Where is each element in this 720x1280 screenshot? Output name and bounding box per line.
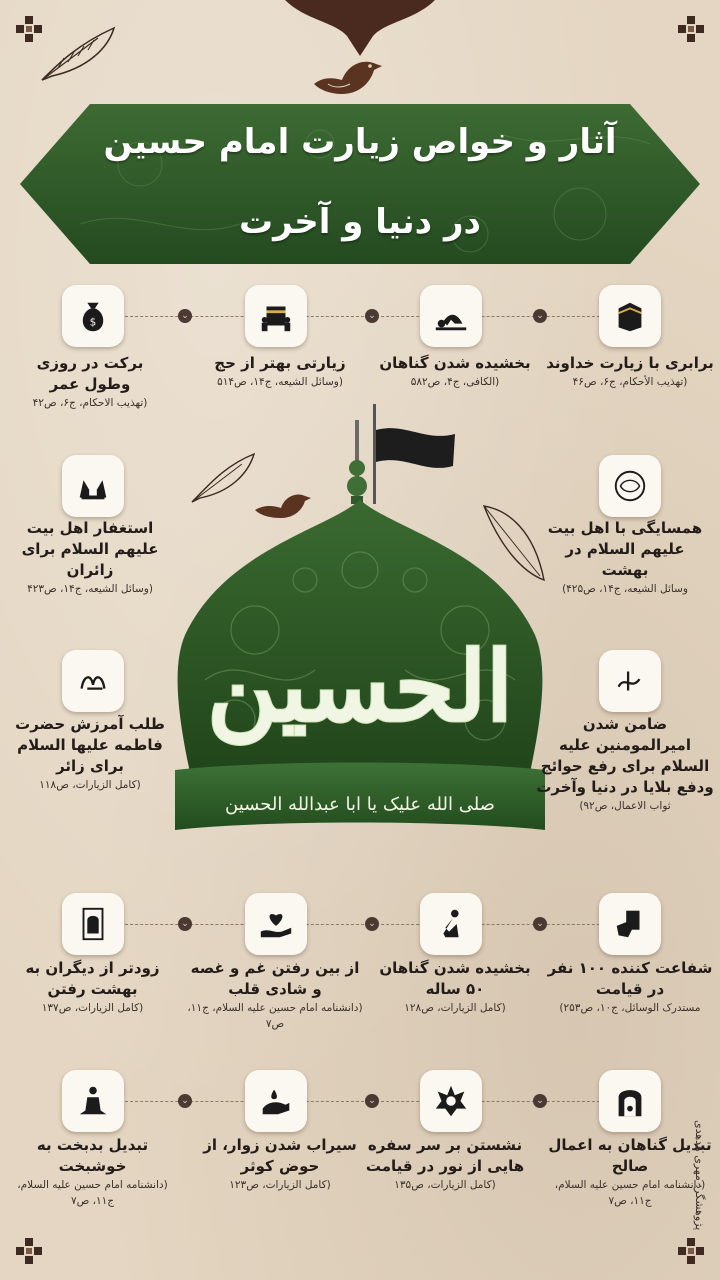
benefit-item: تبدیل بدبخت به خوشبخت (دانشنامه امام حسین علیه السلام، ج۱۱، ص۷ (17, 1136, 168, 1207)
benefit-item: شفاعت کننده ۱۰۰ نفر در قیامت مستدرک الوسائل، ج۱۰، ص۲۵۳) (547, 959, 713, 1014)
svg-text:صلی الله علیک یا ابا عبدالله ا: صلی الله علیک یا ابا عبدالله الحسین (225, 794, 495, 815)
connector-dot: ⌄ (178, 309, 192, 323)
feather-icon (188, 450, 258, 506)
benefit-item: زودتر از دیگران به بهشت رفتن (کامل الزیارات، ص۱۳۷ (25, 959, 160, 1014)
calligraphy-seal-icon (599, 455, 661, 517)
bird-icon (308, 54, 384, 102)
feather-icon (478, 500, 548, 586)
praying-hands-icon (62, 455, 124, 517)
benefit-item: سیراب شدن زوار، از حوض کوثر (کامل الزیارات، ص۱۲۳ (203, 1136, 357, 1191)
prayer-rug-icon (62, 893, 124, 955)
connector-dot: ⌄ (178, 917, 192, 931)
benefit-item: همسایگی با اهل بیت علیهم السلام در بهشت وسائل الشیعه، ج۱۴، ص۴۲۵) (547, 519, 703, 595)
hand-tablet-icon (599, 893, 661, 955)
prostration-icon (420, 285, 482, 347)
money-bag-icon (62, 285, 124, 347)
benefit-item: برابری با زیارت خداوند (تهذیب الأحکام، ج۶، ص۴۶ (546, 354, 714, 388)
connector-dot: ⌄ (365, 309, 379, 323)
praying-person-icon (62, 1070, 124, 1132)
fatima-calligraphy-icon (62, 650, 124, 712)
corner-ornament-bottom-left (14, 1236, 44, 1266)
pilgrimage-icon (245, 285, 307, 347)
researcher-credit: پژوهشگر: مهری هدهدی (693, 1119, 706, 1230)
feather-icon (38, 24, 118, 84)
drinking-hand-icon (245, 1070, 307, 1132)
kneeling-person-icon (420, 893, 482, 955)
page-subtitle: در دنیا و آخرت (238, 202, 481, 242)
benefit-item: زیارتی بهتر از حج (وسائل الشیعه، ج۱۴، ص۵۱۴ (214, 354, 346, 388)
benefit-item: استغفار اهل بیت علیهم السلام برای زائران (وسائل الشیعه، ج۱۴، ص۴۲۳ (21, 519, 159, 595)
connector-dot: ⌄ (365, 1094, 379, 1108)
benefit-item: ضامن شدن امیرالمومنین علیه السلام برای رفع حوائج ودفع بلایا در دنیا وآخرت ثواب الاعمال، ص۹۲) (536, 715, 714, 812)
connector-dot: ⌄ (533, 917, 547, 931)
connector-dot: ⌄ (533, 309, 547, 323)
benefit-item: بخشیده شدن گناهان ۵۰ ساله (کامل الزیارات، ص۱۲۸ (379, 959, 531, 1014)
mosque-door-icon (599, 1070, 661, 1132)
benefit-item: بخشیده شدن گناهان (الکافی، ج۴، ص۵۸۲ (379, 354, 531, 388)
svg-text:$: $ (89, 316, 97, 329)
top-drape-ornament (285, 0, 435, 56)
benefit-item: برکت در روزی وطول عمر (تهذیب الاحکام، ج۶، ص۴۲ (32, 354, 148, 409)
svg-text:الحسین: الحسین (207, 630, 513, 743)
heart-hand-icon (245, 893, 307, 955)
connector-dot: ⌄ (533, 1094, 547, 1108)
corner-ornament-top-right (676, 14, 706, 44)
benefit-item: تبدیل گناهان به اعمال صالح (دانشنامه امام حسین علیه السلام، ج۱۱، ص۷ (548, 1136, 712, 1207)
benefit-item: نشستن بر سر سفره هایی از نور در قیامت (کامل الزیارات، ص۱۳۵ (365, 1136, 525, 1191)
ali-calligraphy-icon (599, 650, 661, 712)
benefit-item: طلب آمرزش حضرت فاطمه علیها السلام برای زائر (کامل الزیارات، ص۱۱۸ (15, 715, 165, 791)
kaaba-icon (599, 285, 661, 347)
corner-ornament-bottom-right (676, 1236, 706, 1266)
connector-dot: ⌄ (365, 917, 379, 931)
connector-dot: ⌄ (178, 1094, 192, 1108)
star-pattern-icon (420, 1070, 482, 1132)
benefit-item: از بین رفتن غم و غصه و شادی قلب (دانشنامه امام حسین علیه السلام، ج۱۱، ص۷ (187, 959, 363, 1030)
page-title: آثار و خواص زیارت امام حسین (103, 122, 617, 162)
